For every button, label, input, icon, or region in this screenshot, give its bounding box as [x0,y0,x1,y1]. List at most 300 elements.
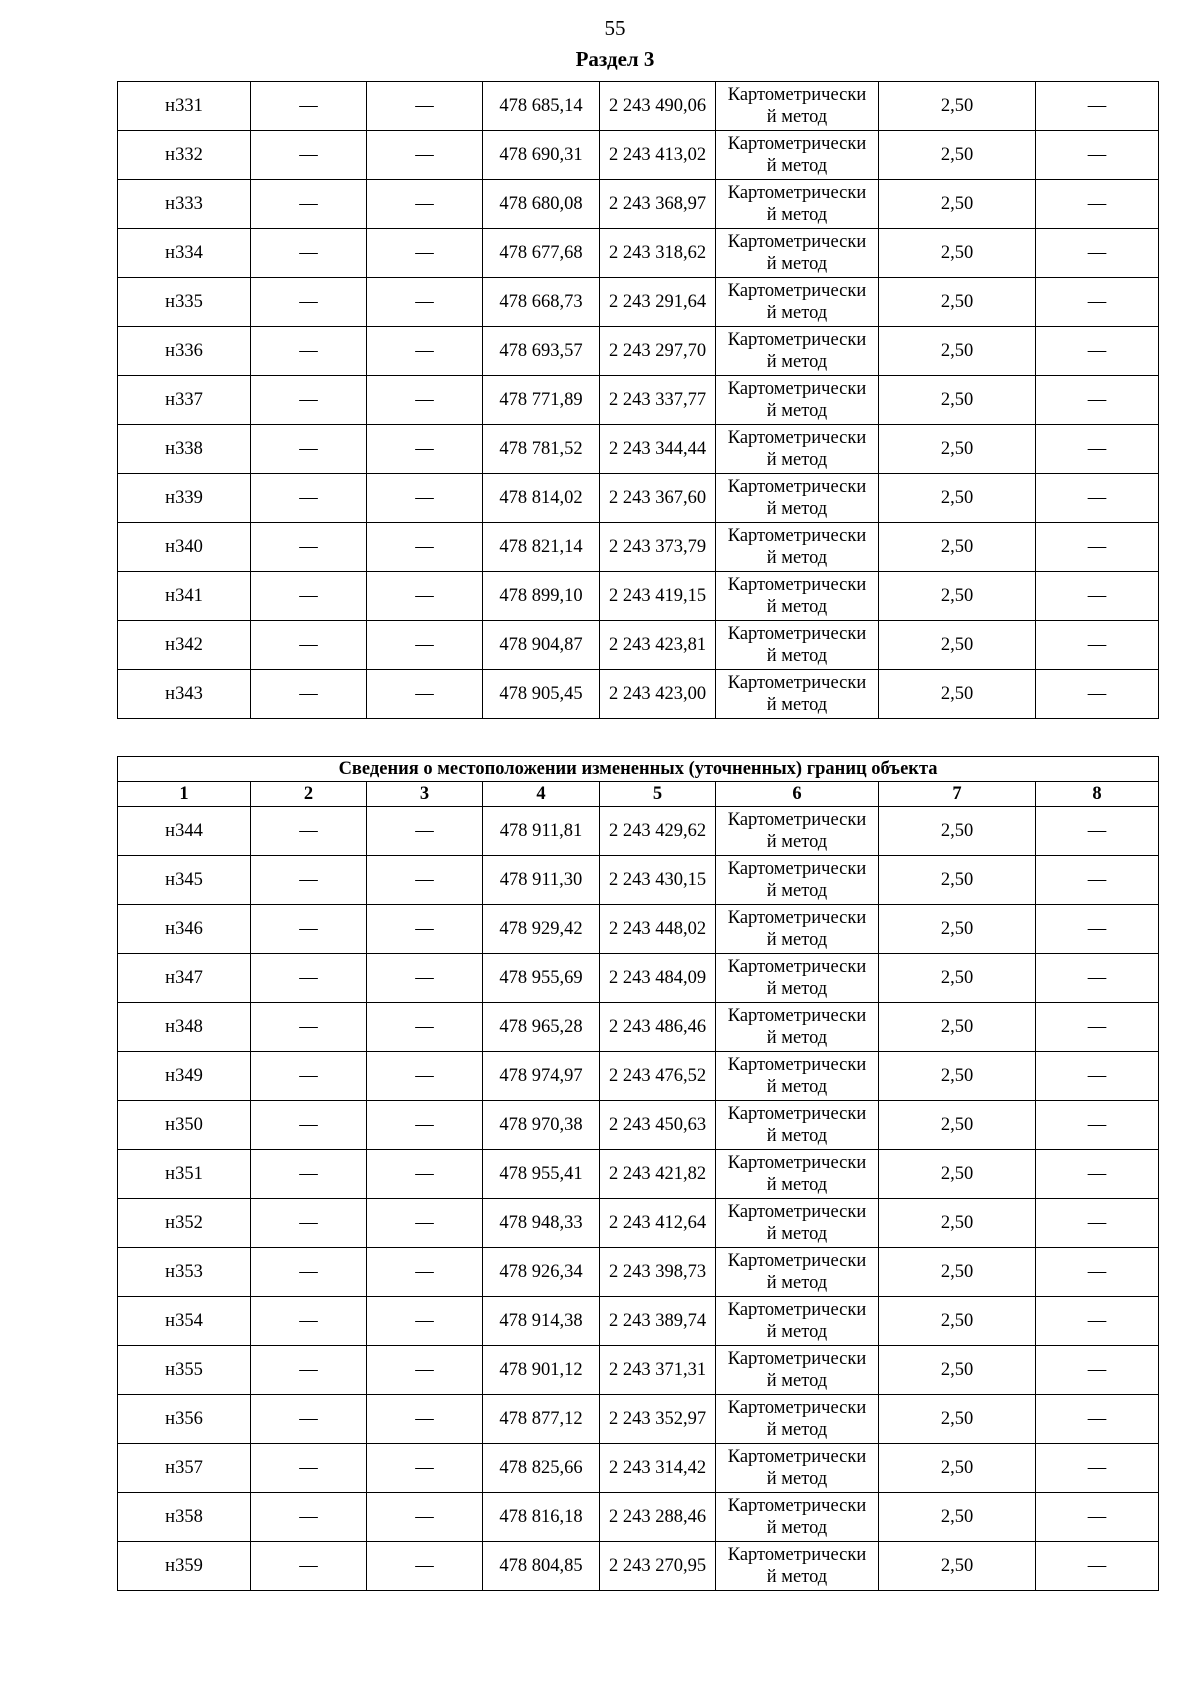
empty-dash: — [251,621,367,670]
coordinate-x: 478 970,38 [483,1101,600,1150]
empty-dash: — [251,1542,367,1591]
precision-value: 2,50 [879,474,1036,523]
coordinate-x: 478 905,45 [483,670,600,719]
method-line-1: Картометрически [727,957,867,977]
precision-value: 2,50 [879,376,1036,425]
precision-value: 2,50 [879,229,1036,278]
method-line-2: й метод [766,1371,828,1391]
precision-value: 2,50 [879,572,1036,621]
method-cell [716,856,879,905]
coordinate-y: 2 243 352,97 [600,1395,716,1444]
empty-dash: — [1036,278,1159,327]
table-row [118,1052,1159,1101]
empty-dash: — [367,954,483,1003]
empty-dash: — [367,1444,483,1493]
precision-value: 2,50 [879,131,1036,180]
table-row [118,82,1159,131]
coordinate-x: 478 929,42 [483,905,600,954]
coordinate-y: 2 243 297,70 [600,327,716,376]
method-cell [716,1052,879,1101]
precision-value: 2,50 [879,523,1036,572]
empty-dash: — [251,376,367,425]
empty-dash: — [251,670,367,719]
method-cell [716,621,879,670]
table-row [118,278,1159,327]
method-line-1: Картометрически [727,1447,867,1467]
empty-dash: — [367,1297,483,1346]
method-line-2: й метод [766,107,828,127]
method-cell [716,1444,879,1493]
coordinate-y: 2 243 429,62 [600,807,716,856]
method-line-2: й метод [766,695,828,715]
empty-dash: — [251,523,367,572]
coordinate-y: 2 243 476,52 [600,1052,716,1101]
empty-dash: — [1036,1248,1159,1297]
empty-dash: — [1036,856,1159,905]
coordinate-x: 478 668,73 [483,278,600,327]
table-row [118,1346,1159,1395]
method-line-2: й метод [766,930,828,950]
empty-dash: — [1036,327,1159,376]
precision-value: 2,50 [879,1297,1036,1346]
precision-value: 2,50 [879,954,1036,1003]
method-cell [716,807,879,856]
coordinate-y: 2 243 419,15 [600,572,716,621]
empty-dash: — [1036,1395,1159,1444]
empty-dash: — [367,425,483,474]
column-header: 3 [367,782,483,807]
precision-value: 2,50 [879,1542,1036,1591]
coordinate-x: 478 680,08 [483,180,600,229]
empty-dash: — [251,1444,367,1493]
table-row [118,1493,1159,1542]
method-line-2: й метод [766,832,828,852]
table-row [118,621,1159,670]
empty-dash: — [251,954,367,1003]
empty-dash: — [367,327,483,376]
point-id: н338 [118,425,251,474]
empty-dash: — [367,229,483,278]
method-cell [716,1297,879,1346]
table-row [118,1444,1159,1493]
method-cell [716,1101,879,1150]
table-caption-row [118,757,1159,782]
empty-dash: — [251,572,367,621]
method-cell [716,131,879,180]
method-line-2: й метод [766,1322,828,1342]
coordinate-x: 478 965,28 [483,1003,600,1052]
method-line-1: Картометрически [727,1398,867,1418]
table-row [118,670,1159,719]
empty-dash: — [251,807,367,856]
coordinate-x: 478 814,02 [483,474,600,523]
coordinate-x: 478 955,69 [483,954,600,1003]
point-id: н349 [118,1052,251,1101]
empty-dash: — [1036,1003,1159,1052]
table-row [118,1542,1159,1591]
table-row [118,1297,1159,1346]
method-line-1: Картометрически [727,1251,867,1271]
method-line-1: Картометрически [727,1349,867,1369]
empty-dash: — [1036,905,1159,954]
method-cell [716,278,879,327]
method-line-1: Картометрически [727,183,867,203]
coordinate-y: 2 243 484,09 [600,954,716,1003]
empty-dash: — [1036,1493,1159,1542]
empty-dash: — [251,327,367,376]
empty-dash: — [251,1297,367,1346]
method-line-1: Картометрически [727,379,867,399]
coordinate-x: 478 914,38 [483,1297,600,1346]
point-id: н343 [118,670,251,719]
method-line-2: й метод [766,1518,828,1538]
coordinate-x: 478 781,52 [483,425,600,474]
point-id: н346 [118,905,251,954]
empty-dash: — [367,180,483,229]
precision-value: 2,50 [879,1248,1036,1297]
table-row [118,954,1159,1003]
table-row [118,229,1159,278]
empty-dash: — [1036,82,1159,131]
empty-dash: — [1036,523,1159,572]
method-cell [716,1346,879,1395]
empty-dash: — [1036,376,1159,425]
coordinate-y: 2 243 337,77 [600,376,716,425]
empty-dash: — [1036,1199,1159,1248]
point-id: н357 [118,1444,251,1493]
method-line-1: Картометрически [727,1055,867,1075]
empty-dash: — [367,621,483,670]
coordinate-x: 478 877,12 [483,1395,600,1444]
table-row [118,1395,1159,1444]
method-cell [716,1150,879,1199]
column-header: 7 [879,782,1036,807]
point-id: н354 [118,1297,251,1346]
precision-value: 2,50 [879,1493,1036,1542]
empty-dash: — [251,1150,367,1199]
method-line-2: й метод [766,1126,828,1146]
point-id: н339 [118,474,251,523]
point-id: н341 [118,572,251,621]
empty-dash: — [367,1052,483,1101]
column-number-row [118,782,1159,807]
point-id: н353 [118,1248,251,1297]
coordinate-y: 2 243 423,00 [600,670,716,719]
empty-dash: — [367,82,483,131]
empty-dash: — [251,82,367,131]
method-line-2: й метод [766,352,828,372]
method-cell [716,180,879,229]
method-line-2: й метод [766,303,828,323]
method-line-2: й метод [766,548,828,568]
method-cell [716,1199,879,1248]
method-line-2: й метод [766,254,828,274]
method-line-1: Картометрически [727,526,867,546]
empty-dash: — [1036,572,1159,621]
empty-dash: — [1036,807,1159,856]
method-line-2: й метод [766,881,828,901]
point-id: н355 [118,1346,251,1395]
empty-dash: — [367,1150,483,1199]
method-cell [716,523,879,572]
empty-dash: — [251,278,367,327]
coordinate-y: 2 243 448,02 [600,905,716,954]
coordinate-y: 2 243 430,15 [600,856,716,905]
empty-dash: — [251,1248,367,1297]
table-row [118,905,1159,954]
table-row [118,1003,1159,1052]
point-id: н332 [118,131,251,180]
method-cell [716,474,879,523]
method-line-1: Картометрически [727,232,867,252]
empty-dash: — [251,474,367,523]
method-line-1: Картометрически [727,859,867,879]
coordinate-x: 478 948,33 [483,1199,600,1248]
coordinate-y: 2 243 490,06 [600,82,716,131]
empty-dash: — [251,1346,367,1395]
empty-dash: — [251,1052,367,1101]
precision-value: 2,50 [879,856,1036,905]
precision-value: 2,50 [879,425,1036,474]
method-line-2: й метод [766,597,828,617]
coordinate-x: 478 690,31 [483,131,600,180]
empty-dash: — [367,131,483,180]
empty-dash: — [251,1003,367,1052]
boundary-points-table-changed [117,756,1159,1591]
method-line-2: й метод [766,646,828,666]
table-row [118,131,1159,180]
empty-dash: — [367,1346,483,1395]
precision-value: 2,50 [879,180,1036,229]
empty-dash: — [367,1493,483,1542]
table-row [118,523,1159,572]
method-line-2: й метод [766,1175,828,1195]
point-id: н352 [118,1199,251,1248]
coordinate-y: 2 243 486,46 [600,1003,716,1052]
point-id: н347 [118,954,251,1003]
method-cell [716,1248,879,1297]
precision-value: 2,50 [879,1150,1036,1199]
point-id: н333 [118,180,251,229]
method-line-1: Картометрически [727,85,867,105]
method-line-1: Картометрически [727,1202,867,1222]
coordinate-x: 478 911,30 [483,856,600,905]
table-row [118,327,1159,376]
empty-dash: — [367,1101,483,1150]
empty-dash: — [251,1199,367,1248]
precision-value: 2,50 [879,807,1036,856]
coordinate-y: 2 243 291,64 [600,278,716,327]
method-line-1: Картометрически [727,1545,867,1565]
method-line-1: Картометрически [727,134,867,154]
empty-dash: — [1036,1101,1159,1150]
method-line-2: й метод [766,1028,828,1048]
point-id: н356 [118,1395,251,1444]
method-cell [716,327,879,376]
precision-value: 2,50 [879,905,1036,954]
precision-value: 2,50 [879,1395,1036,1444]
precision-value: 2,50 [879,1199,1036,1248]
point-id: н336 [118,327,251,376]
precision-value: 2,50 [879,82,1036,131]
coordinate-x: 478 816,18 [483,1493,600,1542]
point-id: н340 [118,523,251,572]
column-header: 2 [251,782,367,807]
method-line-1: Картометрически [727,428,867,448]
coordinate-y: 2 243 398,73 [600,1248,716,1297]
precision-value: 2,50 [879,278,1036,327]
point-id: н337 [118,376,251,425]
empty-dash: — [367,1542,483,1591]
method-line-2: й метод [766,979,828,999]
empty-dash: — [1036,1444,1159,1493]
precision-value: 2,50 [879,1003,1036,1052]
coordinate-x: 478 911,81 [483,807,600,856]
point-id: н345 [118,856,251,905]
empty-dash: — [251,856,367,905]
column-header: 1 [118,782,251,807]
column-header: 5 [600,782,716,807]
method-line-1: Картометрически [727,330,867,350]
empty-dash: — [1036,425,1159,474]
method-cell [716,954,879,1003]
empty-dash: — [1036,621,1159,670]
precision-value: 2,50 [879,1346,1036,1395]
method-line-2: й метод [766,401,828,421]
empty-dash: — [367,572,483,621]
method-line-2: й метод [766,1077,828,1097]
table-row [118,1199,1159,1248]
coordinate-y: 2 243 288,46 [600,1493,716,1542]
empty-dash: — [367,376,483,425]
empty-dash: — [367,1199,483,1248]
coordinate-y: 2 243 270,95 [600,1542,716,1591]
method-cell [716,670,879,719]
empty-dash: — [367,278,483,327]
point-id: н331 [118,82,251,131]
coordinate-x: 478 825,66 [483,1444,600,1493]
method-cell [716,1395,879,1444]
empty-dash: — [251,905,367,954]
point-id: н342 [118,621,251,670]
table-row [118,474,1159,523]
table-row [118,425,1159,474]
method-cell [716,1493,879,1542]
coordinate-y: 2 243 412,64 [600,1199,716,1248]
precision-value: 2,50 [879,1052,1036,1101]
empty-dash: — [367,1395,483,1444]
method-line-2: й метод [766,1567,828,1587]
coordinate-y: 2 243 421,82 [600,1150,716,1199]
coordinate-y: 2 243 314,42 [600,1444,716,1493]
coordinate-y: 2 243 423,81 [600,621,716,670]
empty-dash: — [1036,1150,1159,1199]
empty-dash: — [1036,954,1159,1003]
point-id: н348 [118,1003,251,1052]
method-cell [716,425,879,474]
point-id: н358 [118,1493,251,1542]
method-line-2: й метод [766,205,828,225]
empty-dash: — [251,425,367,474]
point-id: н334 [118,229,251,278]
empty-dash: — [367,856,483,905]
coordinate-x: 478 693,57 [483,327,600,376]
coordinate-x: 478 804,85 [483,1542,600,1591]
table-row [118,1150,1159,1199]
column-header: 6 [716,782,879,807]
method-line-1: Картометрически [727,673,867,693]
empty-dash: — [1036,1542,1159,1591]
method-line-2: й метод [766,499,828,519]
method-cell [716,1542,879,1591]
empty-dash: — [1036,670,1159,719]
empty-dash: — [1036,474,1159,523]
table-row [118,376,1159,425]
empty-dash: — [1036,1297,1159,1346]
coordinate-x: 478 955,41 [483,1150,600,1199]
empty-dash: — [1036,229,1159,278]
empty-dash: — [1036,131,1159,180]
empty-dash: — [367,523,483,572]
empty-dash: — [251,1101,367,1150]
empty-dash: — [1036,1346,1159,1395]
coordinate-x: 478 899,10 [483,572,600,621]
coordinate-x: 478 771,89 [483,376,600,425]
table-row [118,856,1159,905]
coordinate-y: 2 243 318,62 [600,229,716,278]
method-line-1: Картометрически [727,1104,867,1124]
method-cell [716,1003,879,1052]
coordinate-y: 2 243 413,02 [600,131,716,180]
empty-dash: — [367,474,483,523]
point-id: н351 [118,1150,251,1199]
coordinate-y: 2 243 367,60 [600,474,716,523]
point-id: н335 [118,278,251,327]
coordinate-x: 478 926,34 [483,1248,600,1297]
method-cell [716,229,879,278]
method-line-2: й метод [766,1469,828,1489]
method-line-1: Картометрически [727,575,867,595]
method-line-1: Картометрически [727,810,867,830]
point-id: н359 [118,1542,251,1591]
method-line-1: Картометрически [727,1300,867,1320]
method-line-1: Картометрически [727,1006,867,1026]
table-row [118,180,1159,229]
precision-value: 2,50 [879,621,1036,670]
method-line-2: й метод [766,1273,828,1293]
precision-value: 2,50 [879,670,1036,719]
empty-dash: — [251,131,367,180]
method-line-1: Картометрически [727,624,867,644]
empty-dash: — [251,1395,367,1444]
empty-dash: — [251,229,367,278]
coordinate-x: 478 974,97 [483,1052,600,1101]
column-header: 4 [483,782,600,807]
page-number: 55 [604,16,626,40]
point-id: н344 [118,807,251,856]
method-line-2: й метод [766,1420,828,1440]
coordinate-y: 2 243 389,74 [600,1297,716,1346]
point-id: н350 [118,1101,251,1150]
boundary-points-table-top [117,81,1159,719]
coordinate-y: 2 243 371,31 [600,1346,716,1395]
table-row [118,807,1159,856]
method-cell [716,572,879,621]
coordinate-y: 2 243 344,44 [600,425,716,474]
empty-dash: — [1036,180,1159,229]
method-cell [716,376,879,425]
precision-value: 2,50 [879,327,1036,376]
